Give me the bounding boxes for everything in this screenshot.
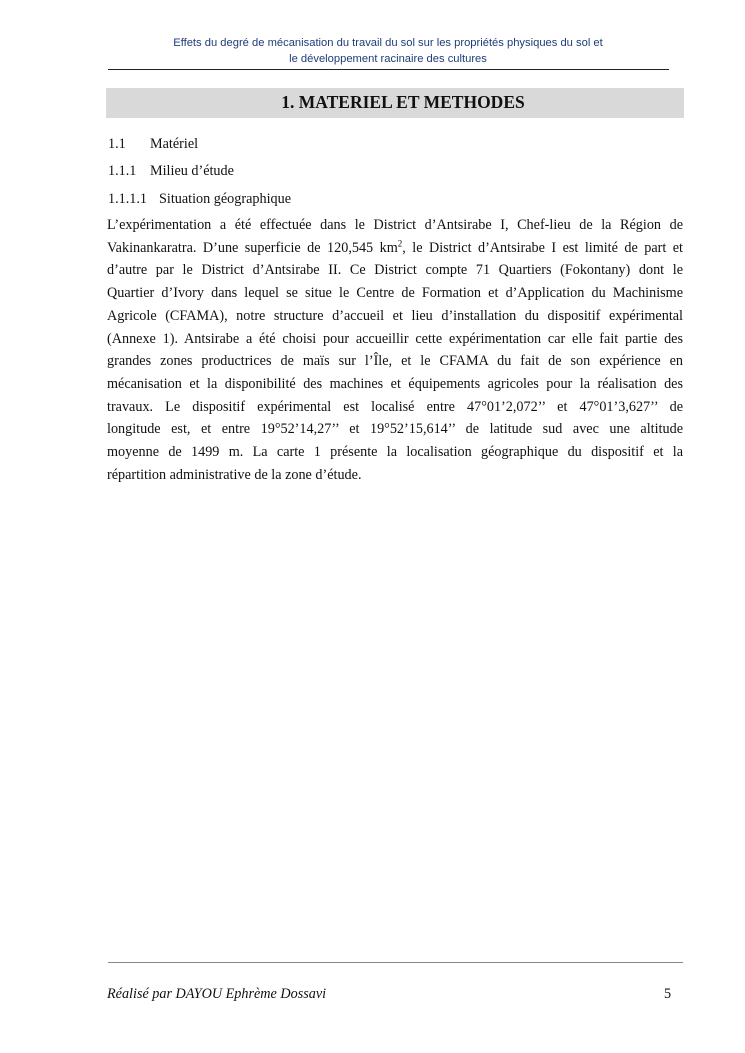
paragraph-line-part: Vakinankaratra. D’une superficie de 120,545 km xyxy=(107,239,398,256)
paragraph-line-part: , le District d’Antsirabe I est limité de part et xyxy=(402,239,683,256)
section-title-band xyxy=(106,88,684,118)
paragraph-line: L’expérimentation a été effectuée dans le District d’Antsirabe I, Chef-lieu de la Région de xyxy=(107,217,683,233)
paragraph-line: mécanisation et la disponibilité des machines et équipements agricoles pour la réalisation des xyxy=(107,375,683,392)
heading-level-2 xyxy=(108,135,198,153)
paragraph-line: moyenne de 1499 m. La carte 1 présente la localisation géographique du dispositif et la xyxy=(107,444,683,461)
superscript: 2 xyxy=(397,237,403,248)
paragraph-line: longitude est, et entre 19°52’14,27’’ et 19°52’15,614’’ de latitude sud avec une altitude xyxy=(107,421,683,438)
heading-level-4 xyxy=(108,190,291,208)
paragraph-line: grandes zones productrices de maïs sur l’Île, et le CFAMA du fait de son expérience en xyxy=(107,353,683,370)
header-rule xyxy=(108,69,669,70)
section-title: 1. MATERIEL ET METHODES xyxy=(281,92,525,112)
heading-text: Milieu d’étude xyxy=(150,163,234,179)
heading-level-3 xyxy=(108,162,234,180)
body-paragraph xyxy=(107,214,683,486)
footer-rule xyxy=(108,962,683,963)
paragraph-line: Agricole (CFAMA), notre structure d’accueil et lieu d’installation du dispositif expérimental xyxy=(107,307,683,324)
heading-text: Situation géographique xyxy=(159,191,291,207)
heading-number: 1.1 xyxy=(108,136,126,152)
running-header xyxy=(108,35,668,67)
paragraph-line: répartition administrative de la zone d’étude. xyxy=(107,466,362,483)
footer-author: Réalisé par DAYOU Ephrème Dossavi xyxy=(107,986,327,1002)
heading-number: 1.1.1.1 xyxy=(108,191,148,207)
paragraph-line: (Annexe 1). Antsirabe a été choisi pour accueillir cette expérimentation car elle fait partie des xyxy=(107,330,683,347)
page-number: 5 xyxy=(664,986,672,1002)
paragraph-line: Quartier d’Ivory dans lequel se situe le Centre de Formation et d’Application du Machinisme xyxy=(107,285,683,302)
running-title-line-1: Effets du degré de mécanisation du travail du sol sur les propriétés physiques du sol et xyxy=(173,37,603,49)
running-title-line-2: le développement racinaire des cultures xyxy=(289,53,487,65)
heading-number: 1.1.1 xyxy=(108,163,137,179)
paragraph-line: travaux. Le dispositif expérimental est localisé entre 47°01’2,072’’ et 47°01’3,627’’ de xyxy=(107,398,683,415)
paragraph-line xyxy=(107,237,683,260)
heading-text: Matériel xyxy=(150,136,199,152)
paragraph-line: d’autre par le District d’Antsirabe II. Ce District compte 71 Quartiers (Fokontany) dont le xyxy=(107,262,683,279)
